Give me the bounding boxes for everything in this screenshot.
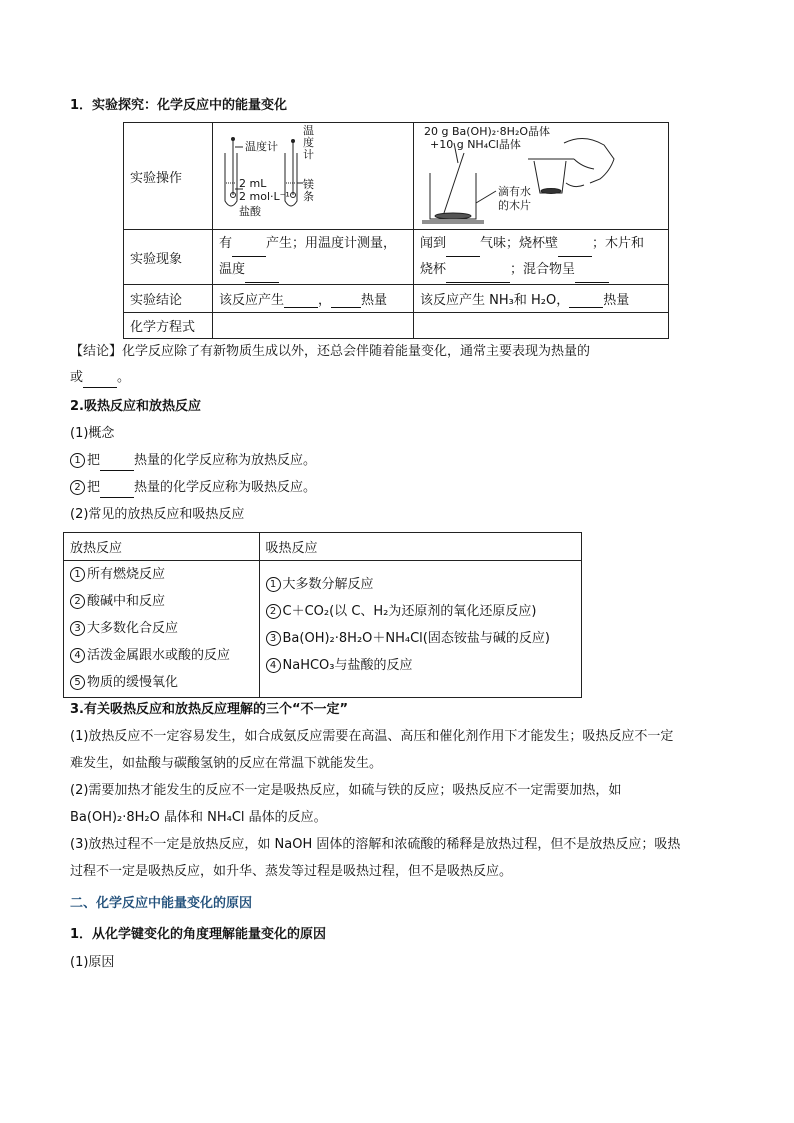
list-item: 1 大多数分解反应 [266, 571, 575, 598]
answer-blank[interactable] [245, 268, 279, 283]
label-acid: 盐酸 [239, 205, 261, 218]
label-nh4cl: +10 g NH₄Cl晶体 [430, 138, 521, 151]
figure-mg-hcl [213, 123, 414, 230]
endothermic-list [259, 561, 581, 698]
section2-title: 2.吸热反应和放热反应 [70, 399, 201, 414]
list-item: 5 物质的缓慢氧化 [70, 669, 253, 696]
label-thermometer-right: 温 度 计 [303, 124, 314, 161]
row-label-operation: 实验操作 [124, 123, 213, 230]
answer-blank[interactable] [558, 242, 592, 257]
phenomenon-left: 有 产生；用温度计测量， 温度 [213, 230, 414, 285]
header-exothermic: 放热反应 [64, 533, 260, 561]
point3-line1: (3)放热过程不一定是放热反应，如 NaOH 固体的溶解和浓硫酸的稀释是放热过程，但不是放热反应；吸热 [70, 837, 681, 852]
label-thermometer-left: 温度计 [245, 140, 278, 153]
common-reactions-title: (2)常见的放热反应和吸热反应 [70, 507, 245, 522]
answer-blank[interactable] [83, 373, 117, 388]
part2-sub1: 1．从化学键变化的角度理解能量变化的原因 [70, 927, 327, 942]
list-item: 2 酸碱中和反应 [70, 588, 253, 615]
label-wet-wood-2: 的木片 [498, 199, 531, 212]
experiment-table [123, 122, 669, 339]
list-item: 4 活泼金属跟水或酸的反应 [70, 642, 253, 669]
header-endothermic: 吸热反应 [259, 533, 581, 561]
concept-endothermic: 2 把 热量的化学反应称为吸热反应。 [70, 478, 730, 498]
label-baoh2: 20 g Ba(OH)₂·8H₂O晶体 [424, 125, 551, 138]
answer-blank[interactable] [100, 483, 134, 498]
label-mg-strip: 镁 条 [303, 178, 314, 203]
point1-line2: 难发生，如盐酸与碳酸氢钠的反应在常温下就能发生。 [70, 756, 383, 771]
list-item: 4 NaHCO₃与盐酸的反应 [266, 652, 575, 679]
label-concentration: 2 mol·L⁻¹ [239, 190, 290, 203]
list-item: 2 C＋CO₂(以 C、H₂为还原剂的氧化还原反应) [266, 598, 575, 625]
concept-title: (1)概念 [70, 426, 115, 441]
answer-blank[interactable] [446, 268, 510, 283]
list-item: 3 Ba(OH)₂·8H₂O＋NH₄Cl(固态铵盐与碱的反应) [266, 625, 575, 652]
row-label-phenomenon: 实验现象 [124, 230, 213, 285]
answer-blank[interactable] [446, 242, 480, 257]
answer-blank[interactable] [569, 293, 603, 308]
row-label-conclusion: 实验结论 [124, 285, 213, 313]
point3-line2: 过程不一定是吸热反应，如升华、蒸发等过程是吸热过程，但不是吸热反应。 [70, 864, 513, 879]
list-item: 3 大多数化合反应 [70, 615, 253, 642]
section3-title: 3.有关吸热反应和放热反应理解的三个“不一定” [70, 702, 349, 717]
row-label-equation: 化学方程式 [124, 313, 213, 339]
answer-blank[interactable] [232, 242, 266, 257]
phenomenon-right: 闻到 气味；烧杯壁 ；木片和 烧杯 ；混合物呈 [414, 230, 669, 285]
point2-line1: (2)需要加热才能发生的反应不一定是吸热反应，如硫与铁的反应；吸热反应不一定需要加热，如 [70, 783, 622, 798]
figure-baoh2-nh4cl [414, 123, 669, 230]
conclusion-right: 该反应产生 NH₃和 H₂O， 热量 [414, 285, 669, 313]
answer-blank[interactable] [575, 268, 609, 283]
equation-right-cell[interactable] [414, 313, 669, 339]
equation-left-cell[interactable] [213, 313, 414, 339]
conclusion-left: 该反应产生 ， 热量 [213, 285, 414, 313]
part2-heading: 二、化学反应中能量变化的原因 [70, 896, 253, 911]
list-item: 1 所有燃烧反应 [70, 561, 253, 588]
answer-blank[interactable] [331, 293, 361, 308]
point1-line1: (1)放热反应不一定容易发生，如合成氨反应需要在高温、高压和催化剂作用下才能发生；吸热反应不一定 [70, 729, 674, 744]
conclusion-line-2: 或 。 [70, 368, 730, 388]
reactions-table [63, 532, 582, 698]
conclusion-line-1: 【结论】化学反应除了有新物质生成以外，还总会伴随着能量变化，通常主要表现为热量的 [70, 344, 591, 359]
concept-exothermic: 1 把 热量的化学反应称为放热反应。 [70, 451, 730, 471]
label-wet-wood-1: 滴有水 [498, 185, 531, 198]
exothermic-list [64, 561, 260, 698]
point2-line2: Ba(OH)₂·8H₂O 晶体和 NH₄Cl 晶体的反应。 [70, 810, 327, 825]
part2-sub1-1: (1)原因 [70, 955, 115, 970]
answer-blank[interactable] [284, 293, 318, 308]
label-volume: 2 mL [239, 177, 267, 190]
section1-title: 1．实验探究：化学反应中的能量变化 [70, 98, 288, 113]
answer-blank[interactable] [100, 456, 134, 471]
